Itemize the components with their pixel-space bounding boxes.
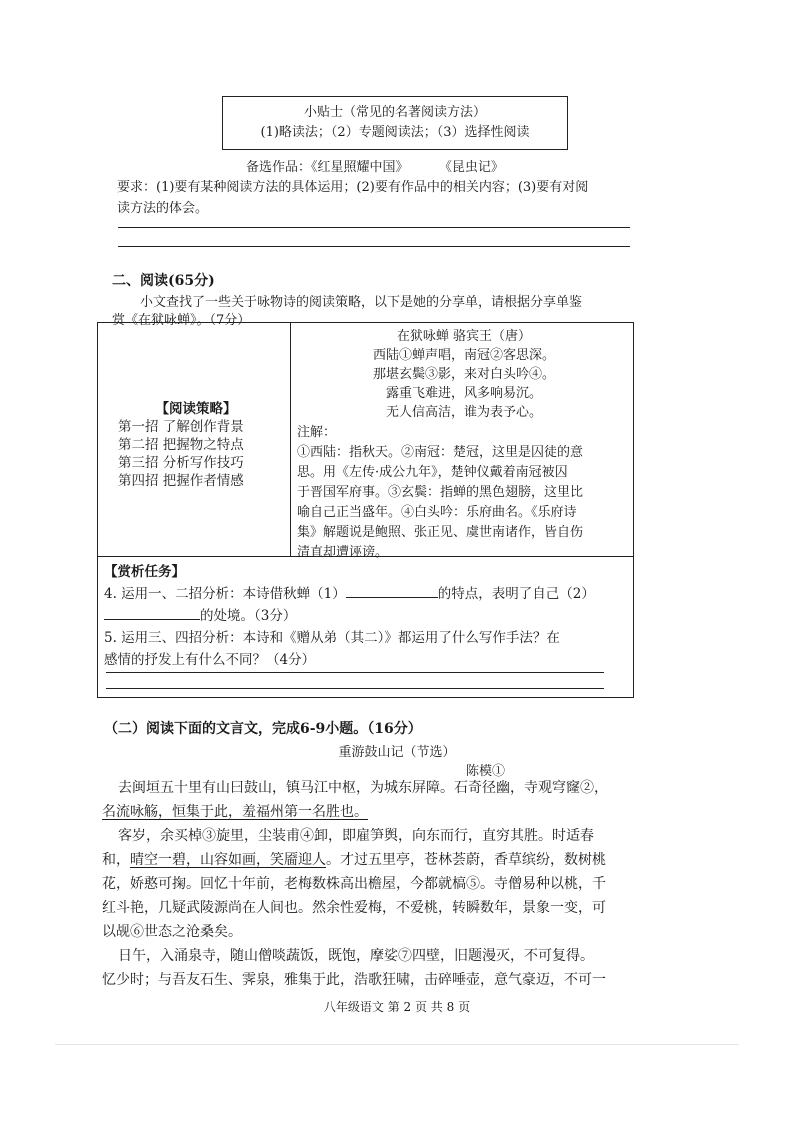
work-1: 《红星照耀中国》 — [311, 160, 409, 175]
essay-author: 陈模① — [466, 764, 506, 779]
essay-line: 花，娇憨可掬。回忆十年前，老梅数株高出檐屋，今都就槁⑤。寺僧易种以桃，千 — [102, 876, 606, 892]
essay-line: 客岁，余买棹③旋里，尘装甫④卸，即雇笋舆，向东而行，直穷其胜。时适春 — [118, 828, 594, 844]
work-2: 《昆虫记》 — [438, 160, 504, 175]
answer-blank-2[interactable] — [104, 605, 200, 620]
notes-line: ①西陆：指秋天。②南冠：楚冠，这里是囚徒的意 — [297, 445, 584, 460]
strategy-item: 第一招 了解创作背景 — [118, 419, 244, 435]
answer-blank-1[interactable] — [346, 583, 438, 598]
notes-line: 于晋国军府事。③玄鬓：指蝉的黑色翅膀，这里比 — [297, 485, 584, 500]
section-intro-2: 赏《在狱咏蝉》。（7分） — [112, 313, 251, 328]
notes-label: 注解： — [297, 425, 337, 440]
part2-heading: （二）阅读下面的文言文，完成6-9小题。（16分） — [104, 721, 422, 737]
essay-line: 日午，入涌泉寺，随山僧啖蔬饭，既饱，摩娑⑦四壁，旧题漫灭，不可复得。 — [118, 948, 594, 964]
essay-line: 忆少时；与吾友石生、霁泉，雅集于此，浩歌狂啸，击碎唾壶，意气豪迈，不可一 — [102, 972, 606, 988]
poem-line: 无人信高洁，谁为表予心。 — [385, 405, 542, 420]
tips-title: 小贴士（常见的名著阅读方法） — [303, 105, 486, 120]
answer-line — [106, 672, 604, 673]
poem-title: 在狱咏蝉 骆宾王（唐） — [396, 329, 532, 344]
strategy-title: 【阅读策略】 — [155, 401, 237, 417]
question-5-line-2: 感情的抒发上有什么不同？（4分） — [104, 652, 316, 668]
question-5-line-1: 5. 运用三、四招分析：本诗和《赠从弟（其二）》都运用了什么写作手法？在 — [104, 630, 560, 646]
tips-methods: (1)略读法；（2）专题阅读法；（3）选择性阅读 — [260, 125, 530, 140]
poem-line: 西陆①蝉声唱，南冠②客思深。 — [372, 348, 555, 363]
essay-line: 去闽垣五十里有山曰鼓山，镇马江中枢，为城东屏障。石奇径幽，寺观穹窿②， — [118, 780, 608, 796]
strategy-item: 第四招 把握作者情感 — [118, 473, 244, 489]
question-4-line-1: 4. 运用一、二招分析：本诗借秋蝉（1） 的特点，表明了自己（2） — [104, 583, 630, 605]
essay-line: 以觇⑥世态之沧桑矣。 — [102, 924, 242, 940]
page-footer: 八年级语文 第 2 页 共 8 页 — [323, 1000, 471, 1014]
notes-line: 集》解题说是鲍照、张正见、虞世南诸作，皆自伤 — [297, 525, 584, 540]
works-label: 备选作品： — [246, 160, 312, 175]
notes-line: 清直却遭诬谤。 — [297, 545, 389, 560]
notes-line: 喻自己正当盛年。④白头吟：乐府曲名。《乐府诗 — [297, 505, 577, 520]
strategy-item: 第三招 分析写作技巧 — [118, 455, 244, 471]
notes-line: 思。用《左传·成公九年》，楚钟仪戴着南冠被囚 — [297, 465, 568, 480]
essay-line: 名流咏觞，恒集于此，羞福州第一名胜也。 — [102, 804, 368, 820]
answer-line — [106, 688, 604, 689]
task-panel — [104, 561, 630, 671]
tips-box — [222, 96, 568, 150]
essay-line: 和，晴空一碧，山容如画，笑靥迎人。才过五里亭，苍林荟蔚，香草缤纷，数树桃 — [102, 852, 606, 868]
answer-line — [118, 246, 630, 247]
strategy-panel — [108, 400, 284, 490]
works-line — [246, 157, 504, 178]
requirements-line-2: 读方法的体会。 — [117, 201, 209, 216]
poem-notes — [297, 423, 631, 563]
question-4-line-2: 的处境。（3分） — [104, 605, 630, 627]
poem-panel — [298, 327, 630, 422]
section-heading: 二、阅读(65分) — [112, 273, 215, 289]
page-divider — [55, 1044, 739, 1045]
essay-title: 重游鼓山记（节选） — [338, 745, 456, 760]
requirements-line-1: 要求：(1)要有某种阅读方法的具体运用；(2)要有作品中的相关内容；(3)要有对阅 — [117, 180, 589, 195]
answer-line — [118, 227, 630, 228]
poem-line: 那堪玄鬓③影，来对白头吟④。 — [372, 367, 555, 382]
section-intro-1: 小文查找了一些关于咏物诗的阅读策略，以下是她的分享单，请根据分享单鉴 — [140, 295, 583, 310]
essay-body — [102, 776, 642, 992]
poem-line: 露重飞难进，风多响易沉。 — [385, 386, 542, 401]
strategy-item: 第二招 把握物之特点 — [118, 437, 244, 453]
essay-line: 红斗艳，几疑武陵源尚在人间也。然余性爱梅，不爱桃，转瞬数年，景象一变，可 — [102, 900, 606, 916]
task-title: 【赏析任务】 — [104, 564, 185, 580]
grid-divider — [290, 322, 291, 556]
